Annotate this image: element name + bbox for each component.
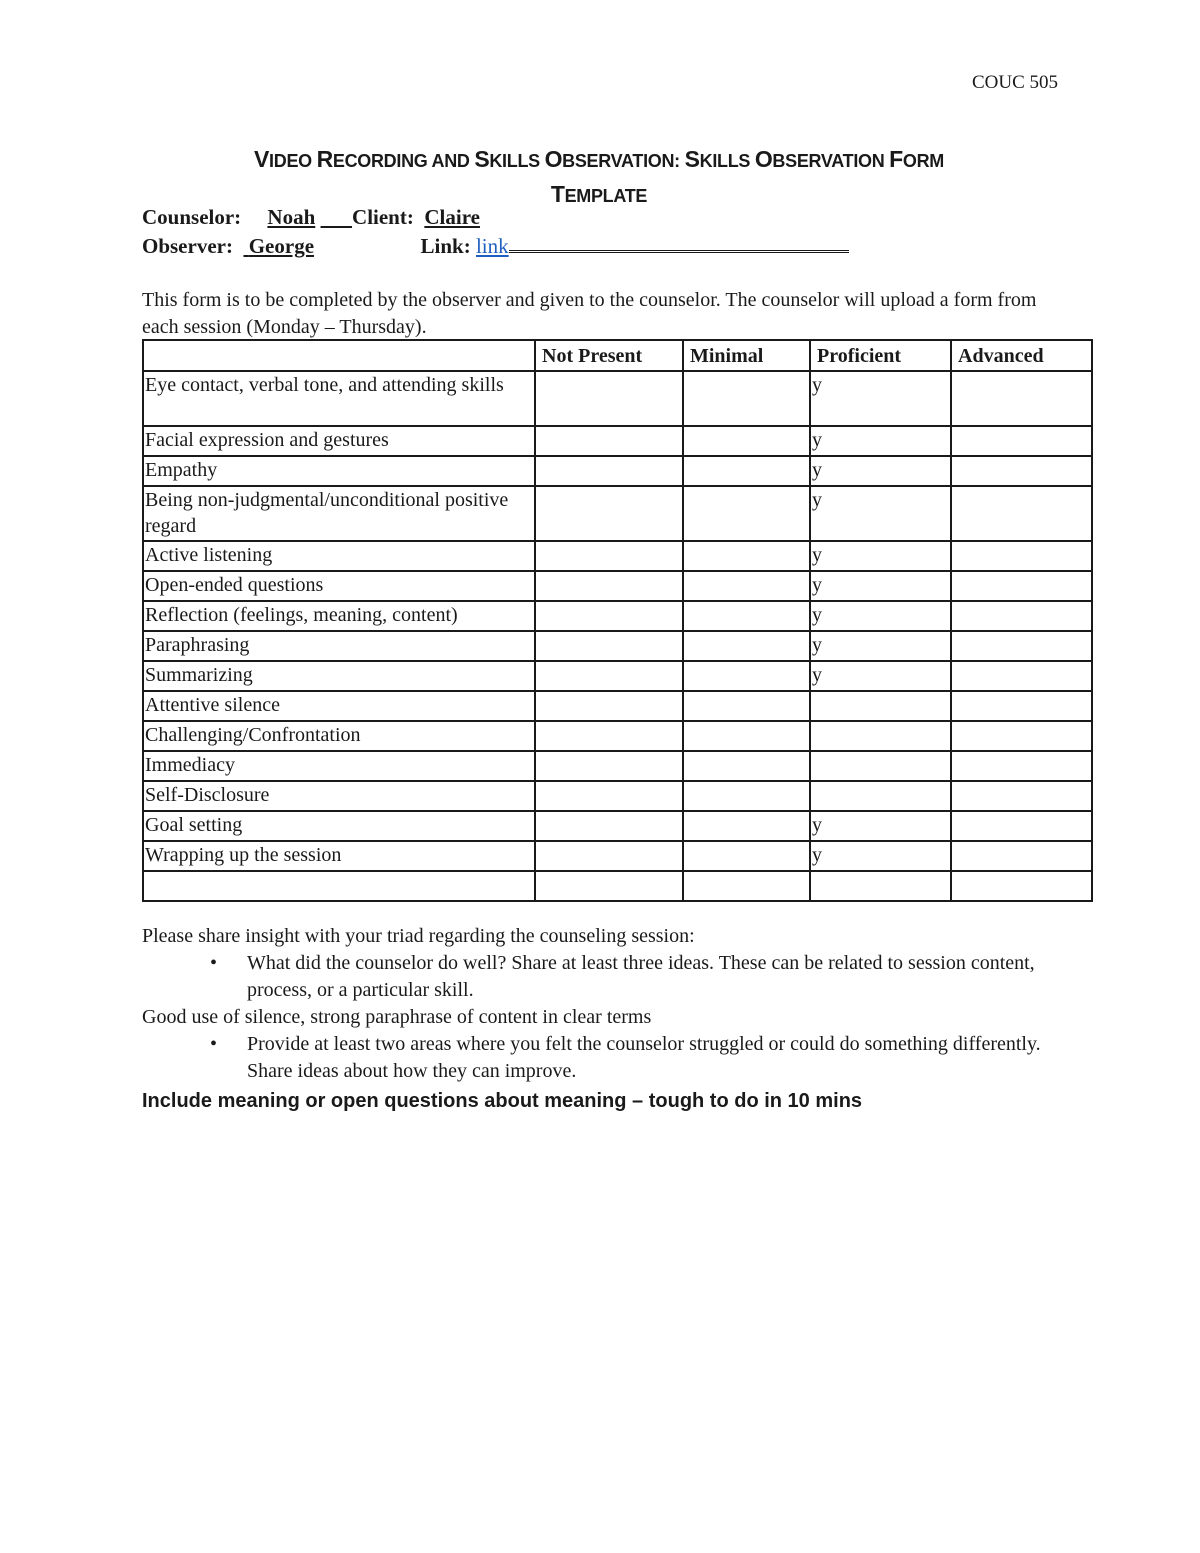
title-rest: KILLS <box>699 151 755 171</box>
table-row <box>143 601 1092 631</box>
skills-body <box>143 371 1092 901</box>
observer-label: Observer: <box>142 234 233 258</box>
rating-cell-advanced[interactable] <box>951 631 1092 661</box>
rating-cell-proficient[interactable]: y <box>810 571 951 601</box>
rating-cell-not-present[interactable] <box>535 371 683 426</box>
header-blank <box>143 340 535 371</box>
link-label: Link: <box>420 234 471 258</box>
title-cap: T <box>550 181 565 207</box>
title-rest: ECORDING AND <box>332 151 475 171</box>
rating-cell-minimal[interactable] <box>683 456 810 486</box>
table-row <box>143 691 1092 721</box>
title-cap: O <box>754 146 773 172</box>
skill-label: Immediacy <box>143 751 535 781</box>
rating-cell-not-present[interactable] <box>535 691 683 721</box>
skill-label: Reflection (feelings, meaning, content) <box>143 601 535 631</box>
title-cap: R <box>316 146 333 172</box>
rating-cell-minimal[interactable] <box>683 661 810 691</box>
rating-cell-advanced[interactable] <box>951 426 1092 456</box>
observer-name: George <box>248 234 315 258</box>
title-rest: ORM <box>902 151 944 171</box>
table-row <box>143 661 1092 691</box>
rating-cell-minimal[interactable] <box>683 486 810 541</box>
title-line-1 <box>140 143 1058 178</box>
rating-cell-not-present[interactable] <box>535 871 683 901</box>
bullet-icon: • <box>210 952 218 974</box>
title-rest: BSERVATION: <box>562 151 685 171</box>
title-cap: S <box>474 146 490 172</box>
table-header-row <box>143 340 1092 371</box>
skill-label: Self-Disclosure <box>143 781 535 811</box>
rating-cell-minimal[interactable] <box>683 721 810 751</box>
rating-cell-advanced[interactable] <box>951 571 1092 601</box>
client-label: Client: <box>352 205 414 229</box>
table-row <box>143 721 1092 751</box>
table-row <box>143 781 1092 811</box>
rating-cell-minimal[interactable] <box>683 541 810 571</box>
rating-cell-not-present[interactable] <box>535 571 683 601</box>
rating-cell-minimal[interactable] <box>683 426 810 456</box>
title-rest: IDEO <box>269 151 317 171</box>
skill-label: Being non-judgmental/unconditional positive regard <box>143 486 535 541</box>
table-row <box>143 541 1092 571</box>
rating-cell-advanced[interactable] <box>951 871 1092 901</box>
counselor-value[interactable]: Noah <box>267 205 316 229</box>
rating-cell-proficient[interactable]: y <box>810 371 951 426</box>
answer-strengths[interactable]: Good use of silence, strong paraphrase of content in clear terms <box>142 1006 652 1028</box>
rating-cell-proficient[interactable]: y <box>810 841 951 871</box>
insight-prompt: Please share insight with your triad regarding the counseling session: <box>142 925 695 947</box>
table-row <box>143 571 1092 601</box>
title-cap: V <box>254 146 270 172</box>
observer-value[interactable] <box>243 234 314 258</box>
rating-cell-advanced[interactable] <box>951 721 1092 751</box>
observer-link-row <box>142 232 849 259</box>
table-row <box>143 841 1092 871</box>
page-title <box>140 143 1058 213</box>
title-rest: KILLS <box>489 151 545 171</box>
rating-cell-proficient[interactable] <box>810 871 951 901</box>
table-row <box>143 631 1092 661</box>
rating-cell-proficient[interactable]: y <box>810 426 951 456</box>
rating-cell-minimal[interactable] <box>683 871 810 901</box>
rating-cell-not-present[interactable] <box>535 456 683 486</box>
rating-cell-proficient[interactable]: y <box>810 541 951 571</box>
skill-label: Facial expression and gestures <box>143 426 535 456</box>
table-row <box>143 811 1092 841</box>
skill-label: Active listening <box>143 541 535 571</box>
rating-cell-minimal[interactable] <box>683 751 810 781</box>
rating-cell-proficient[interactable]: y <box>810 601 951 631</box>
rating-cell-minimal[interactable] <box>683 631 810 661</box>
skill-label: Goal setting <box>143 811 535 841</box>
insight-section <box>142 923 1062 1115</box>
bullet-improvements <box>142 1031 1062 1085</box>
client-value[interactable]: Claire <box>424 205 480 229</box>
header-not-present: Not Present <box>535 340 683 371</box>
title-rest: EMPLATE <box>564 186 648 206</box>
intro-paragraph: This form is to be completed by the observer and given to the counselor. The counselor will upload a form from each session (Monday – Thursday). <box>142 289 1037 338</box>
bullet-strengths <box>142 950 1062 1004</box>
table-row <box>143 871 1092 901</box>
link-underline <box>509 232 849 253</box>
skill-label: Challenging/Confrontation <box>143 721 535 751</box>
skill-label <box>143 871 535 901</box>
skills-table <box>142 339 1093 902</box>
rating-cell-not-present[interactable] <box>535 601 683 631</box>
skill-label: Paraphrasing <box>143 631 535 661</box>
rating-cell-not-present[interactable] <box>535 631 683 661</box>
rating-cell-minimal[interactable] <box>683 691 810 721</box>
table-row <box>143 371 1092 426</box>
rating-cell-advanced[interactable] <box>951 456 1092 486</box>
rating-cell-minimal[interactable] <box>683 781 810 811</box>
rating-cell-proficient[interactable] <box>810 691 951 721</box>
rating-cell-minimal[interactable] <box>683 571 810 601</box>
rating-cell-not-present[interactable] <box>535 811 683 841</box>
rating-cell-not-present[interactable] <box>535 781 683 811</box>
counselor-blank <box>321 205 353 229</box>
table-row <box>143 751 1092 781</box>
rating-cell-minimal[interactable] <box>683 371 810 426</box>
rating-cell-not-present[interactable] <box>535 751 683 781</box>
rating-cell-advanced[interactable] <box>951 841 1092 871</box>
table-row <box>143 486 1092 541</box>
skill-label: Eye contact, verbal tone, and attending skills <box>143 371 535 426</box>
rating-cell-not-present[interactable] <box>535 426 683 456</box>
title-cap: F <box>889 146 903 172</box>
title-cap: O <box>544 146 563 172</box>
skill-label: Attentive silence <box>143 691 535 721</box>
skill-label: Summarizing <box>143 661 535 691</box>
bullet-icon: • <box>210 1033 218 1055</box>
rating-cell-not-present[interactable] <box>535 661 683 691</box>
table-row <box>143 456 1092 486</box>
rating-cell-proficient[interactable]: y <box>810 811 951 841</box>
skill-label: Open-ended questions <box>143 571 535 601</box>
rating-cell-not-present[interactable] <box>535 486 683 541</box>
rating-cell-advanced[interactable] <box>951 811 1092 841</box>
header-proficient: Proficient <box>810 340 951 371</box>
rating-cell-proficient[interactable]: y <box>810 456 951 486</box>
recording-link[interactable]: link <box>475 234 509 258</box>
header-minimal: Minimal <box>683 340 810 371</box>
bullet-strengths-text: What did the counselor do well? Share at least three ideas. These can be related to session content, process, or a particular skill. <box>247 952 1035 1001</box>
rating-cell-advanced[interactable] <box>951 601 1092 631</box>
counselor-client-row <box>142 205 480 230</box>
bullet-improvements-text: Provide at least two areas where you felt the counselor struggled or could do something differently. Share ideas about how they can improve. <box>247 1033 1041 1082</box>
rating-cell-advanced[interactable] <box>951 661 1092 691</box>
rating-cell-proficient[interactable]: y <box>810 631 951 661</box>
rating-cell-advanced[interactable] <box>951 751 1092 781</box>
rating-cell-minimal[interactable] <box>683 811 810 841</box>
rating-cell-proficient[interactable] <box>810 781 951 811</box>
answer-improvements[interactable]: Include meaning or open questions about meaning – tough to do in 10 mins <box>142 1090 863 1112</box>
rating-cell-not-present[interactable] <box>535 721 683 751</box>
rating-cell-advanced[interactable] <box>951 371 1092 426</box>
skill-label: Empathy <box>143 456 535 486</box>
rating-cell-not-present[interactable] <box>535 541 683 571</box>
rating-cell-minimal[interactable] <box>683 601 810 631</box>
title-rest: BSERVATION <box>772 151 890 171</box>
counselor-label: Counselor: <box>142 205 242 229</box>
rating-cell-advanced[interactable] <box>951 691 1092 721</box>
header-advanced: Advanced <box>951 340 1092 371</box>
title-cap: S <box>684 146 700 172</box>
course-code: COUC 505 <box>971 72 1058 93</box>
rating-cell-proficient[interactable] <box>810 751 951 781</box>
skill-label: Wrapping up the session <box>143 841 535 871</box>
rating-cell-proficient[interactable]: y <box>810 661 951 691</box>
rating-cell-proficient[interactable]: y <box>810 486 951 541</box>
rating-cell-advanced[interactable] <box>951 541 1092 571</box>
rating-cell-advanced[interactable] <box>951 781 1092 811</box>
rating-cell-minimal[interactable] <box>683 841 810 871</box>
rating-cell-advanced[interactable] <box>951 486 1092 541</box>
table-row <box>143 426 1092 456</box>
rating-cell-not-present[interactable] <box>535 841 683 871</box>
rating-cell-proficient[interactable] <box>810 721 951 751</box>
